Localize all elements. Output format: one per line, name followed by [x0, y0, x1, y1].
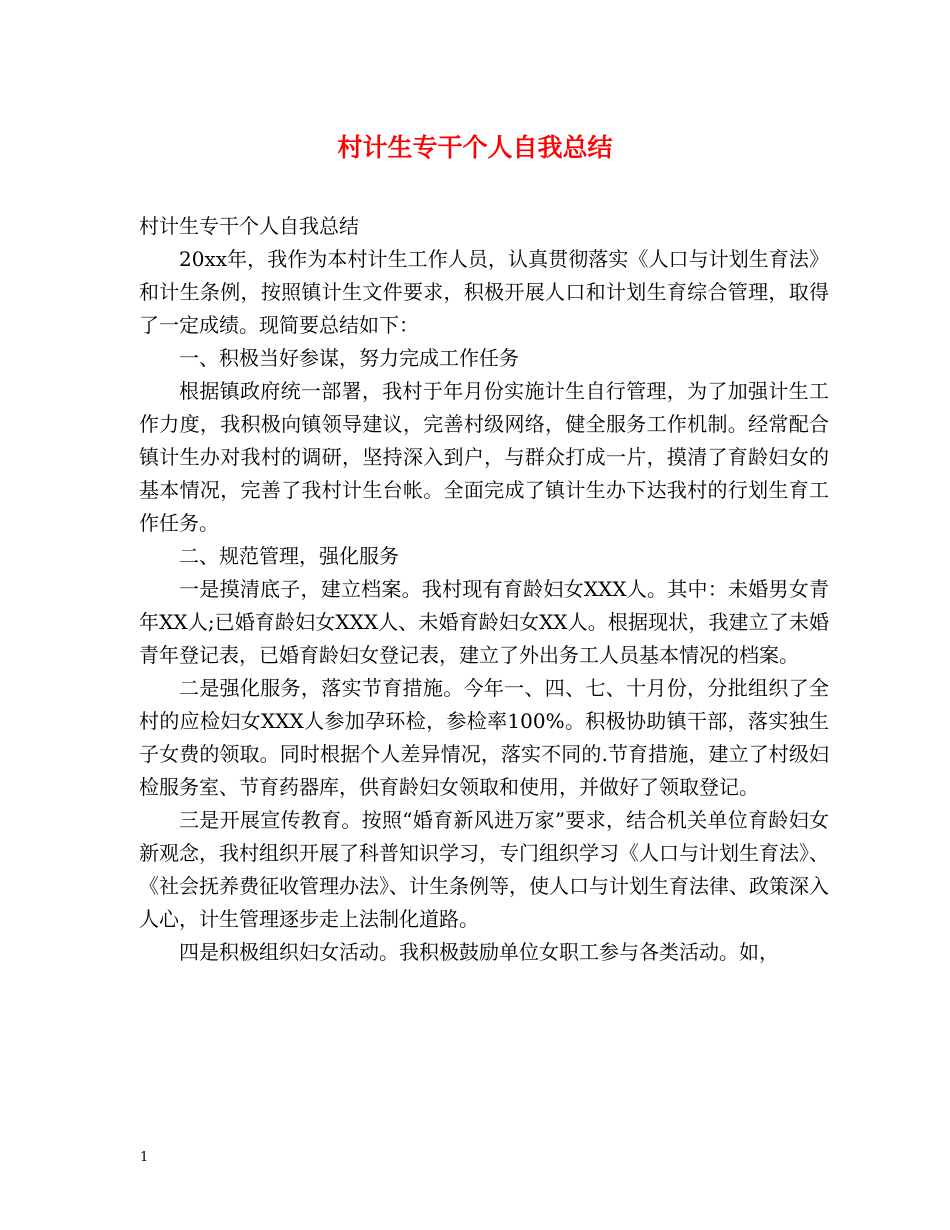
paragraph-services: 二是强化服务，落实节育措施。今年一、四、七、十月份，分批组织了全村的应检妇女XXX人参加孕环检，参检率100%。积极协助镇干部，落实独生子女费的领取。同时根据个人差异情况，落实不同的.节育措施，建立了村级妇检服务室、节育药器库，供育龄妇女领取和使用，并做好了领取登记。 — [139, 676, 829, 799]
section-heading-1: 一、积极当好参谋，努力完成工作任务 — [179, 346, 519, 370]
paragraph-archives: 一是摸清底子，建立档案。我村现有育龄妇女XXX人。其中：未婚男女青年XX人;已婚育龄妇女XXX人、未婚育龄妇女XX人。根据现状，我建立了未婚青年登记表，已婚育龄妇女登记表，建立了外出务工人员基本情况的档案。 — [139, 577, 829, 667]
page-number: 1 — [140, 1150, 149, 1165]
paragraph-section-1: 根据镇政府统一部署，我村于年月份实施计生自行管理，为了加强计生工作力度，我积极向镇领导建议，完善村级网络，健全服务工作机制。经常配合镇计生办对我村的调研，坚持深入到户，与群众打成一片，摸清了育龄妇女的基本情况，完善了我村计生台帐。全面完成了镇计生办下达我村的行划生育工作任务。 — [139, 379, 829, 535]
document-title: 村计生专干个人自我总结 — [337, 133, 613, 162]
paragraph-intro: 20xx年，我作为本村计生工作人员，认真贯彻落实《人口与计划生育法》和计生条例，按照镇计生文件要求，积极开展人口和计划生育综合管理，取得了一定成绩。现简要总结如下： — [139, 247, 829, 337]
paragraph-education: 三是开展宣传教育。按照“婚育新风进万家”要求，结合机关单位育龄妇女新观念，我村组织开展了科普知识学习，专门组织学习《人口与计划生育法》、《社会抚养费征收管理办法》、计生条例等，使人口与计划生育法律、政策深入人心，计生管理逐步走上法制化道路。 — [139, 808, 829, 931]
section-heading-2: 二、规范管理，强化服务 — [179, 544, 399, 568]
document-body — [139, 210, 829, 969]
paragraph-heading: 村计生专干个人自我总结 — [139, 214, 359, 238]
paragraph-activities: 四是积极组织妇女活动。我积极鼓励单位女职工参与各类活动。如， — [179, 940, 779, 964]
